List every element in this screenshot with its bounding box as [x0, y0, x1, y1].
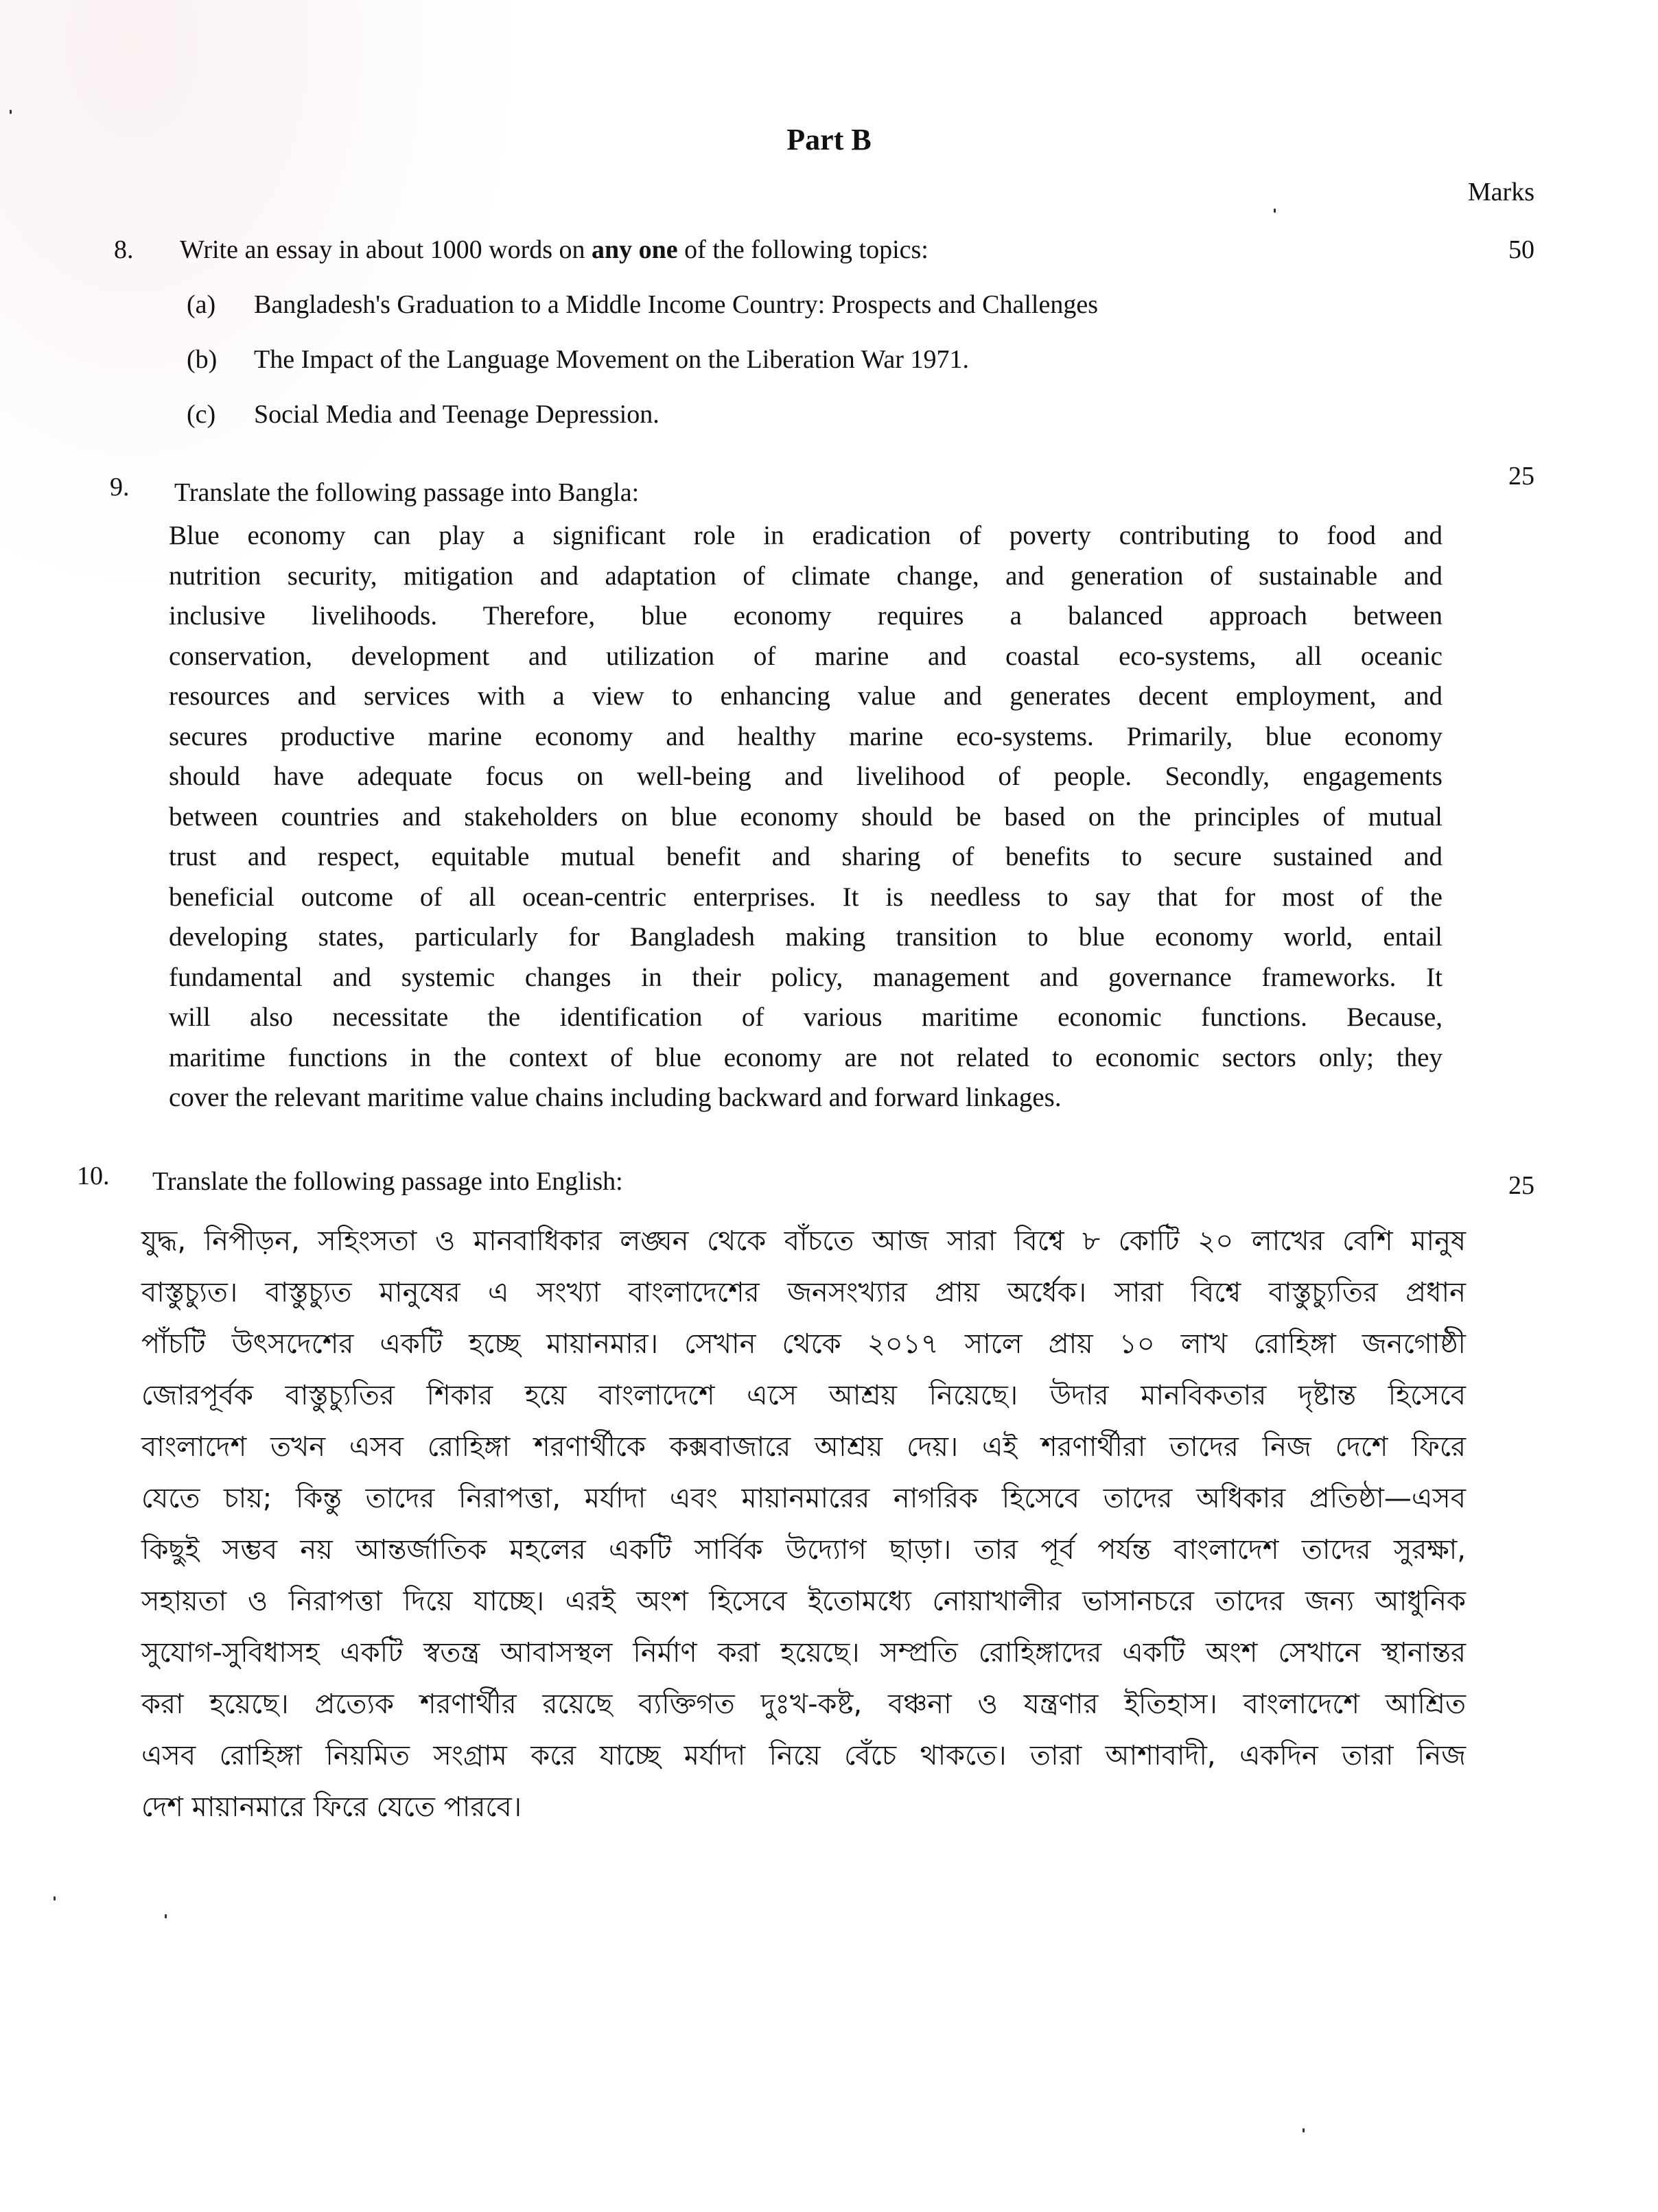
option-text: Social Media and Teenage Depression.	[254, 400, 659, 429]
passage-line: বাংলাদেশ তখন এসব রোহিঙ্গা শরণার্থীকে কক্সবাজারে আশ্রয় দেয়। এই শরণার্থীরা তাদের নিজ দেশে ফিরে	[141, 1431, 1466, 1463]
passage-line: সহায়তা ও নিরাপত্তা দিয়ে যাচ্ছে। এরই অংশ হিসেবে ইতোমধ্যে নোয়াখালীর ভাসানচরে তাদের জন্য আধুনিক	[141, 1586, 1466, 1617]
option-text: Bangladesh's Graduation to a Middle Income Country: Prospects and Challenges	[254, 290, 1098, 319]
prompt-text: of the following topics:	[677, 235, 929, 264]
passage-line: কিছুই সম্ভব নয় আন্তর্জাতিক মহলের একটি সার্বিক উদ্যোগ ছাড়া। তার পূর্ব পর্যন্ত বাংলাদেশ তাদের সুরক্ষা,	[141, 1534, 1466, 1566]
scan-speck	[1274, 209, 1276, 213]
scan-speck	[1303, 2128, 1305, 2132]
passage-line: beneficial outcome of all ocean-centric enterprises. It is needless to say that for most of the	[169, 882, 1443, 912]
prompt-text: Write an essay in about 1000 words on	[180, 235, 592, 264]
passage-line: inclusive livelihoods. Therefore, blue economy requires a balanced approach between	[169, 601, 1443, 631]
passage-line: Blue economy can play a significant role in eradication of poverty contributing to food and	[169, 521, 1443, 550]
part-title: Part B	[786, 123, 872, 156]
question-prompt	[180, 235, 929, 265]
passage-line: trust and respect, equitable mutual benefit and sharing of benefits to secure sustained and	[169, 842, 1443, 871]
question-marks: 50	[1508, 235, 1534, 264]
passage-line: between countries and stakeholders on blue economy should be based on the principles of mutual	[169, 801, 1443, 832]
passage-line: conservation, development and utilization of marine and coastal eco-systems, all oceanic	[169, 641, 1443, 671]
option-label: (c)	[187, 400, 216, 429]
passage-line: জোরপূর্বক বাস্তুচ্যুতির শিকার হয়ে বাংলাদেশে এসে আশ্রয় নিয়েছে। উদার মানবিকতার দৃষ্টান্ত হিসেবে	[141, 1380, 1466, 1411]
question-prompt: Translate the following passage into English:	[152, 1167, 623, 1196]
passage-line: developing states, particularly for Bangladesh making transition to blue economy world, entail	[169, 922, 1443, 952]
question-number: 10.	[77, 1162, 110, 1190]
option-label: (a)	[187, 290, 216, 319]
passage-line: করা হয়েছে। প্রত্যেক শরণার্থীর রয়েছে ব্যক্তিগত দুঃখ-কষ্ট, বঞ্চনা ও যন্ত্রণার ইতিহাস। বাংলাদেশে আশ্রিত	[141, 1689, 1466, 1720]
question-number: 8.	[114, 235, 134, 264]
passage-line: maritime functions in the context of blue economy are not related to economic sectors only; they	[169, 1042, 1443, 1072]
option-label: (b)	[187, 345, 218, 374]
english-passage	[169, 516, 1443, 1118]
question-marks: 25	[1508, 462, 1534, 491]
essay-option	[187, 290, 1098, 320]
scan-speck	[165, 1914, 167, 1918]
passage-line: should have adequate focus on well-being and livelihood of people. Secondly, engagements	[169, 762, 1443, 791]
marks-column-header: Marks	[1467, 178, 1534, 207]
bangla-passage	[141, 1216, 1466, 1833]
option-text: The Impact of the Language Movement on the Liberation War 1971.	[254, 345, 969, 374]
passage-line: সুযোগ-সুবিধাসহ একটি স্বতন্ত্র আবাসস্থল নির্মাণ করা হয়েছে। সম্প্রতি রোহিঙ্গাদের একটি অংশ সেখানে স্থানান্তর	[141, 1637, 1466, 1669]
passage-line: পাঁচটি উৎসদেশের একটি হচ্ছে মায়ানমার। সেখান থেকে ২০১৭ সালে প্রায় ১০ লাখ রোহিঙ্গা জনগোষ্ঠী	[141, 1328, 1466, 1360]
essay-option	[187, 344, 969, 375]
essay-option	[187, 399, 659, 430]
prompt-emphasis: any one	[592, 235, 678, 264]
passage-line: যেতে চায়; কিন্তু তাদের নিরাপত্তা, মর্যাদা এবং মায়ানমারের নাগরিক হিসেবে তাদের অধিকার প্রতিষ্ঠা—এসব	[141, 1483, 1466, 1514]
passage-line: secures productive marine economy and healthy marine eco-systems. Primarily, blue economy	[169, 721, 1443, 751]
scan-speck	[54, 1896, 56, 1901]
passage-line: দেশ মায়ানমারে ফিরে যেতে পারবে।	[141, 1791, 522, 1823]
passage-line: cover the relevant maritime value chains including backward and forward linkages.	[169, 1083, 1062, 1112]
passage-line: resources and services with a view to enhancing value and generates decent employment, and	[169, 681, 1443, 711]
question-number: 9.	[110, 473, 130, 502]
passage-line: fundamental and systemic changes in their policy, management and governance frameworks. It	[169, 962, 1443, 992]
question-prompt: Translate the following passage into Bangla:	[174, 478, 640, 507]
question-marks: 25	[1508, 1171, 1534, 1200]
scan-speck	[10, 110, 12, 114]
passage-line: nutrition security, mitigation and adaptation of climate change, and generation of sustainable and	[169, 561, 1443, 591]
passage-line: যুদ্ধ, নিপীড়ন, সহিংসতা ও মানবাধিকার লঙ্ঘন থেকে বাঁচতে আজ সারা বিশ্বে ৮ কোটি ২০ লাখের বেশি মানুষ	[141, 1225, 1466, 1257]
passage-line: এসব রোহিঙ্গা নিয়মিত সংগ্রাম করে যাচ্ছে মর্যাদা নিয়ে বেঁচে থাকতে। তারা আশাবাদী, একদিন তারা নিজ	[141, 1740, 1466, 1772]
passage-line: will also necessitate the identification of various maritime economic functions. Because,	[169, 1002, 1443, 1032]
passage-line: বাস্তুচ্যুত। বাস্তুচ্যুত মানুষের এ সংখ্যা বাংলাদেশের জনসংখ্যার প্রায় অর্ধেক। সারা বিশ্বে বাস্তুচ্যুতির প্রধান	[141, 1277, 1466, 1308]
